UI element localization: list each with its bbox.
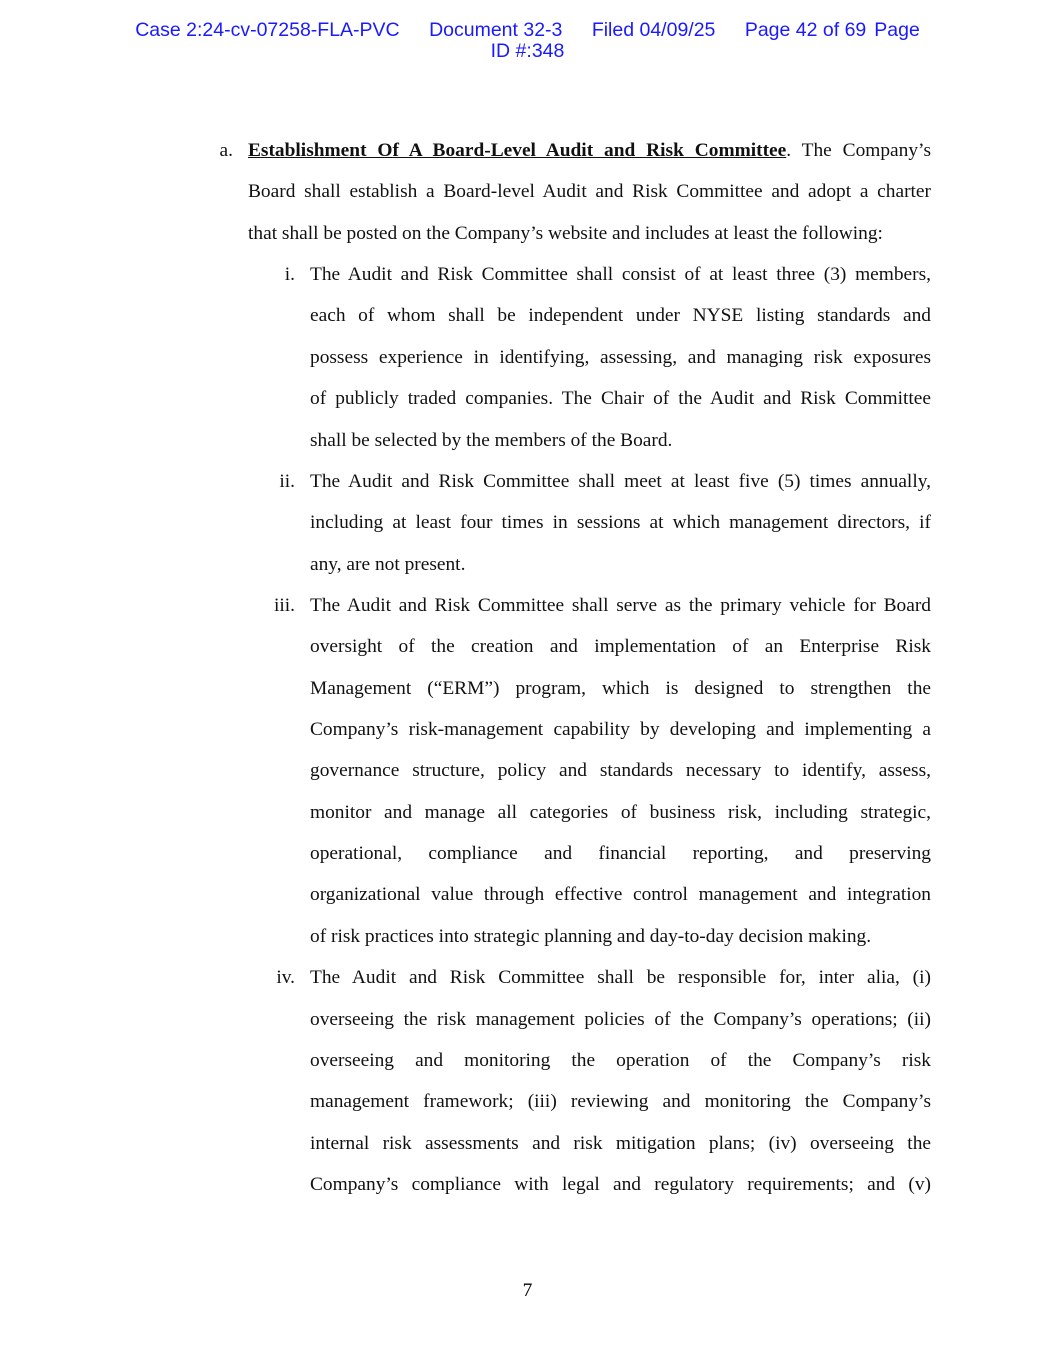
text-line: internal risk assessments and risk mitigation plans; (iv) overseeing the	[310, 1132, 931, 1154]
filed-date: Filed 04/09/25	[591, 19, 716, 41]
item-numeral: iv.	[276, 967, 295, 989]
text-line: shall be selected by the members of the Board.	[310, 429, 673, 451]
text-line: The Audit and Risk Committee shall consist of at least three (3) members,	[310, 264, 931, 286]
text-line: operational, compliance and financial reporting, and preserving	[310, 843, 931, 865]
text-line: overseeing and monitoring the operation of the Company’s risk	[310, 1049, 931, 1071]
section-a	[0, 130, 1055, 254]
section-heading: Establishment Of A Board-Level Audit and Risk Committee	[248, 140, 787, 161]
text-line: The Audit and Risk Committee shall be responsible for, inter alia, (i)	[310, 967, 931, 989]
list-item	[0, 957, 1055, 1205]
text-line: including at least four times in sessions at which management directors, if	[310, 512, 931, 534]
text-line	[248, 130, 931, 171]
document-number: Document 32-3	[429, 19, 563, 41]
list-item	[0, 585, 1055, 957]
page-count: Page 42 of 69	[744, 19, 867, 41]
text-line: of publicly traded companies. The Chair of the Audit and Risk Committee	[310, 388, 931, 410]
text-fragment: . The Company’s	[786, 140, 931, 161]
text-line: governance structure, policy and standards necessary to identify, assess,	[310, 760, 931, 782]
item-numeral: iii.	[273, 594, 295, 616]
text-line: oversight of the creation and implementation of an Enterprise Risk	[310, 636, 931, 658]
text-line: The Audit and Risk Committee shall serve as the primary vehicle for Board	[310, 594, 931, 616]
text-line: The Audit and Risk Committee shall meet at least five (5) times annually,	[310, 470, 931, 492]
text-line: each of whom shall be independent under NYSE listing standards and	[310, 305, 931, 327]
item-numeral: i.	[284, 264, 295, 286]
list-item	[0, 461, 1055, 585]
text-line: monitor and manage all categories of business risk, including strategic,	[310, 801, 931, 823]
document-body	[0, 130, 1055, 1205]
list-item	[0, 254, 1055, 461]
text-line: organizational value through effective control management and integration	[310, 884, 931, 906]
text-line: Management (“ERM”) program, which is designed to strengthen the	[310, 677, 931, 699]
text-line: Company’s risk-management capability by developing and implementing a	[310, 719, 931, 741]
text-line: management framework; (iii) reviewing and monitoring the Company’s	[310, 1091, 931, 1113]
text-line: Board shall establish a Board-level Audit and Risk Committee and adopt a charter	[248, 181, 931, 203]
page-word: Page	[874, 19, 920, 41]
text-line: possess experience in identifying, assessing, and managing risk exposures	[310, 346, 931, 368]
text-line: Company’s compliance with legal and regulatory requirements; and (v)	[310, 1173, 931, 1195]
case-header	[0, 20, 1055, 62]
page-id: ID #:348	[490, 40, 565, 62]
text-line: that shall be posted on the Company’s website and includes at least the following:	[248, 222, 883, 244]
section-label: a.	[219, 140, 233, 161]
text-line: any, are not present.	[310, 553, 466, 575]
text-line: of risk practices into strategic planning and day-to-day decision making.	[310, 925, 872, 947]
case-number: Case 2:24-cv-07258-FLA-PVC	[135, 19, 400, 41]
item-numeral: ii.	[279, 470, 295, 492]
page-number: 7	[522, 1280, 533, 1301]
text-line: overseeing the risk management policies of the Company’s operations; (ii)	[310, 1008, 931, 1030]
